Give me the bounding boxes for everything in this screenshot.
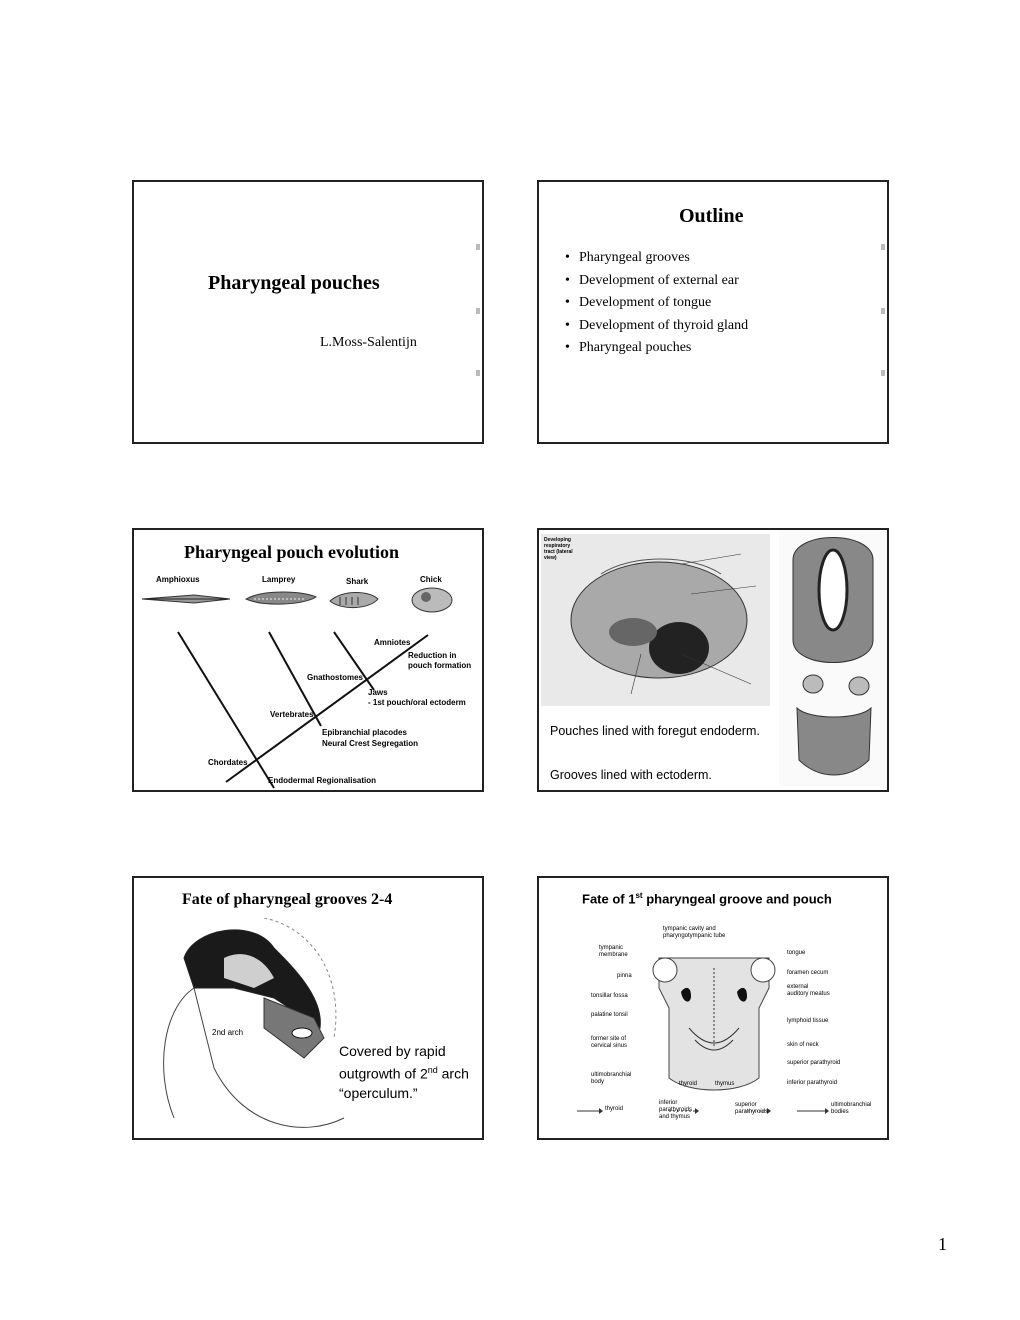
label-right: foramen cecum bbox=[787, 970, 829, 976]
figure-heading: Developing respiratory tract (lateral view) bbox=[544, 537, 573, 561]
chick-illustration bbox=[412, 588, 452, 612]
amphioxus-illustration bbox=[142, 595, 230, 603]
legend-item: superior parathyroids bbox=[735, 1102, 769, 1115]
slide-mark bbox=[881, 244, 885, 250]
clade-vertebrates: Vertebrates bbox=[270, 710, 314, 719]
grooves-caption-pre: Covered by rapid outgrowth of 2 bbox=[339, 1043, 446, 1082]
legend-item: thyroid bbox=[605, 1106, 624, 1112]
outline-item: • Pharyngeal pouches bbox=[565, 337, 748, 360]
first-groove-title bbox=[582, 891, 832, 906]
slide-mark bbox=[881, 308, 885, 314]
slide-author: L.Moss-Salentijn bbox=[320, 335, 417, 350]
page-number: 1 bbox=[938, 1234, 947, 1254]
clade-endodermal: Endodermal Regionalisation bbox=[268, 776, 377, 785]
animal-illustrations bbox=[134, 585, 482, 615]
slide-mark bbox=[476, 370, 480, 376]
outline-list bbox=[565, 247, 748, 360]
clade-epibranchial: Epibranchial placodes bbox=[322, 728, 407, 737]
legend-item: ultimobranchial bodies bbox=[831, 1102, 872, 1115]
label-right: external auditory meatus bbox=[787, 984, 830, 997]
outline-item: • Pharyngeal grooves bbox=[565, 247, 748, 270]
embryo-section-figure bbox=[779, 530, 887, 786]
label-right: lymphoid tissue bbox=[787, 1018, 829, 1024]
embryo-lateral-figure bbox=[541, 534, 770, 706]
first-groove-title-sup: st bbox=[635, 891, 643, 900]
label-left: tympanic membrane bbox=[599, 945, 628, 958]
grooves-caption-post: arch “operculum.” bbox=[339, 1065, 469, 1101]
label-right: skin of neck bbox=[787, 1042, 819, 1048]
slide-first-groove bbox=[537, 876, 889, 1140]
slide-title-heading: Pharyngeal pouches bbox=[208, 272, 380, 294]
label-right: tongue bbox=[787, 950, 806, 956]
animal-label: Chick bbox=[420, 575, 442, 584]
label-bottom: thymus bbox=[715, 1081, 735, 1087]
label-right: superior parathyroid bbox=[787, 1060, 841, 1066]
embryo-lateral-drawing bbox=[541, 534, 770, 706]
outline-item: • Development of external ear bbox=[565, 270, 748, 293]
embryo-section-drawing bbox=[779, 530, 887, 786]
clade-neural-crest: Neural Crest Segregation bbox=[322, 739, 419, 748]
clade-chordates: Chordates bbox=[208, 758, 248, 767]
clade-reduction: Reduction in pouch formation bbox=[408, 651, 472, 670]
first-groove-title-post: pharyngeal groove and pouch bbox=[642, 891, 832, 907]
outline-item: • Development of thyroid gland bbox=[565, 315, 748, 338]
animal-label: Amphioxus bbox=[156, 575, 200, 584]
slide-lining bbox=[537, 528, 889, 792]
label-left: palatine tonsil bbox=[591, 1012, 628, 1018]
grooves-caption bbox=[339, 1042, 479, 1103]
slide-mark bbox=[476, 244, 480, 250]
label-left: ultimobranchial body bbox=[591, 1072, 632, 1085]
label-right: inferior parathyroid bbox=[787, 1080, 838, 1086]
slide-grooves bbox=[132, 876, 484, 1140]
clade-jaws: Jaws bbox=[368, 688, 388, 697]
grooves-caption-sup: nd bbox=[427, 1065, 438, 1075]
clade-jaws-note: - 1st pouch/oral ectoderm bbox=[368, 698, 466, 707]
label-left: pinna bbox=[617, 973, 632, 979]
first-groove-diagram bbox=[639, 948, 789, 1098]
label-bottom: thyroid bbox=[679, 1081, 698, 1087]
slide-mark bbox=[881, 370, 885, 376]
animal-label: Lamprey bbox=[262, 575, 296, 584]
lining-caption-2: Grooves lined with ectoderm. bbox=[550, 768, 712, 782]
legend-item: inferior parathyroids and thymus bbox=[659, 1100, 693, 1120]
label-top: tympanic cavity and pharyngotympanic tube bbox=[663, 926, 726, 939]
slide-outline bbox=[537, 180, 889, 444]
grooves-fig-label: 2nd arch bbox=[212, 1028, 244, 1037]
first-groove-title-pre: Fate of 1 bbox=[582, 891, 636, 907]
slide-evolution bbox=[132, 528, 484, 792]
outline-item: • Development of tongue bbox=[565, 292, 748, 315]
label-left: tonsillar fossa bbox=[591, 993, 628, 999]
evolution-title: Pharyngeal pouch evolution bbox=[184, 542, 400, 562]
shark-illustration bbox=[330, 593, 378, 608]
slide-title bbox=[132, 180, 484, 444]
clade-amniotes: Amniotes bbox=[374, 638, 411, 647]
grooves-title: Fate of pharyngeal grooves 2-4 bbox=[182, 891, 393, 908]
label-left: former site of cervical sinus bbox=[591, 1036, 628, 1049]
slide-mark bbox=[476, 308, 480, 314]
lining-caption-1: Pouches lined with foregut endoderm. bbox=[550, 724, 760, 738]
outline-title: Outline bbox=[679, 205, 744, 227]
lamprey-illustration bbox=[246, 592, 316, 604]
clade-gnathostomes: Gnathostomes bbox=[307, 673, 364, 682]
grooves-figure bbox=[154, 918, 350, 1136]
animal-label: Shark bbox=[346, 577, 369, 586]
